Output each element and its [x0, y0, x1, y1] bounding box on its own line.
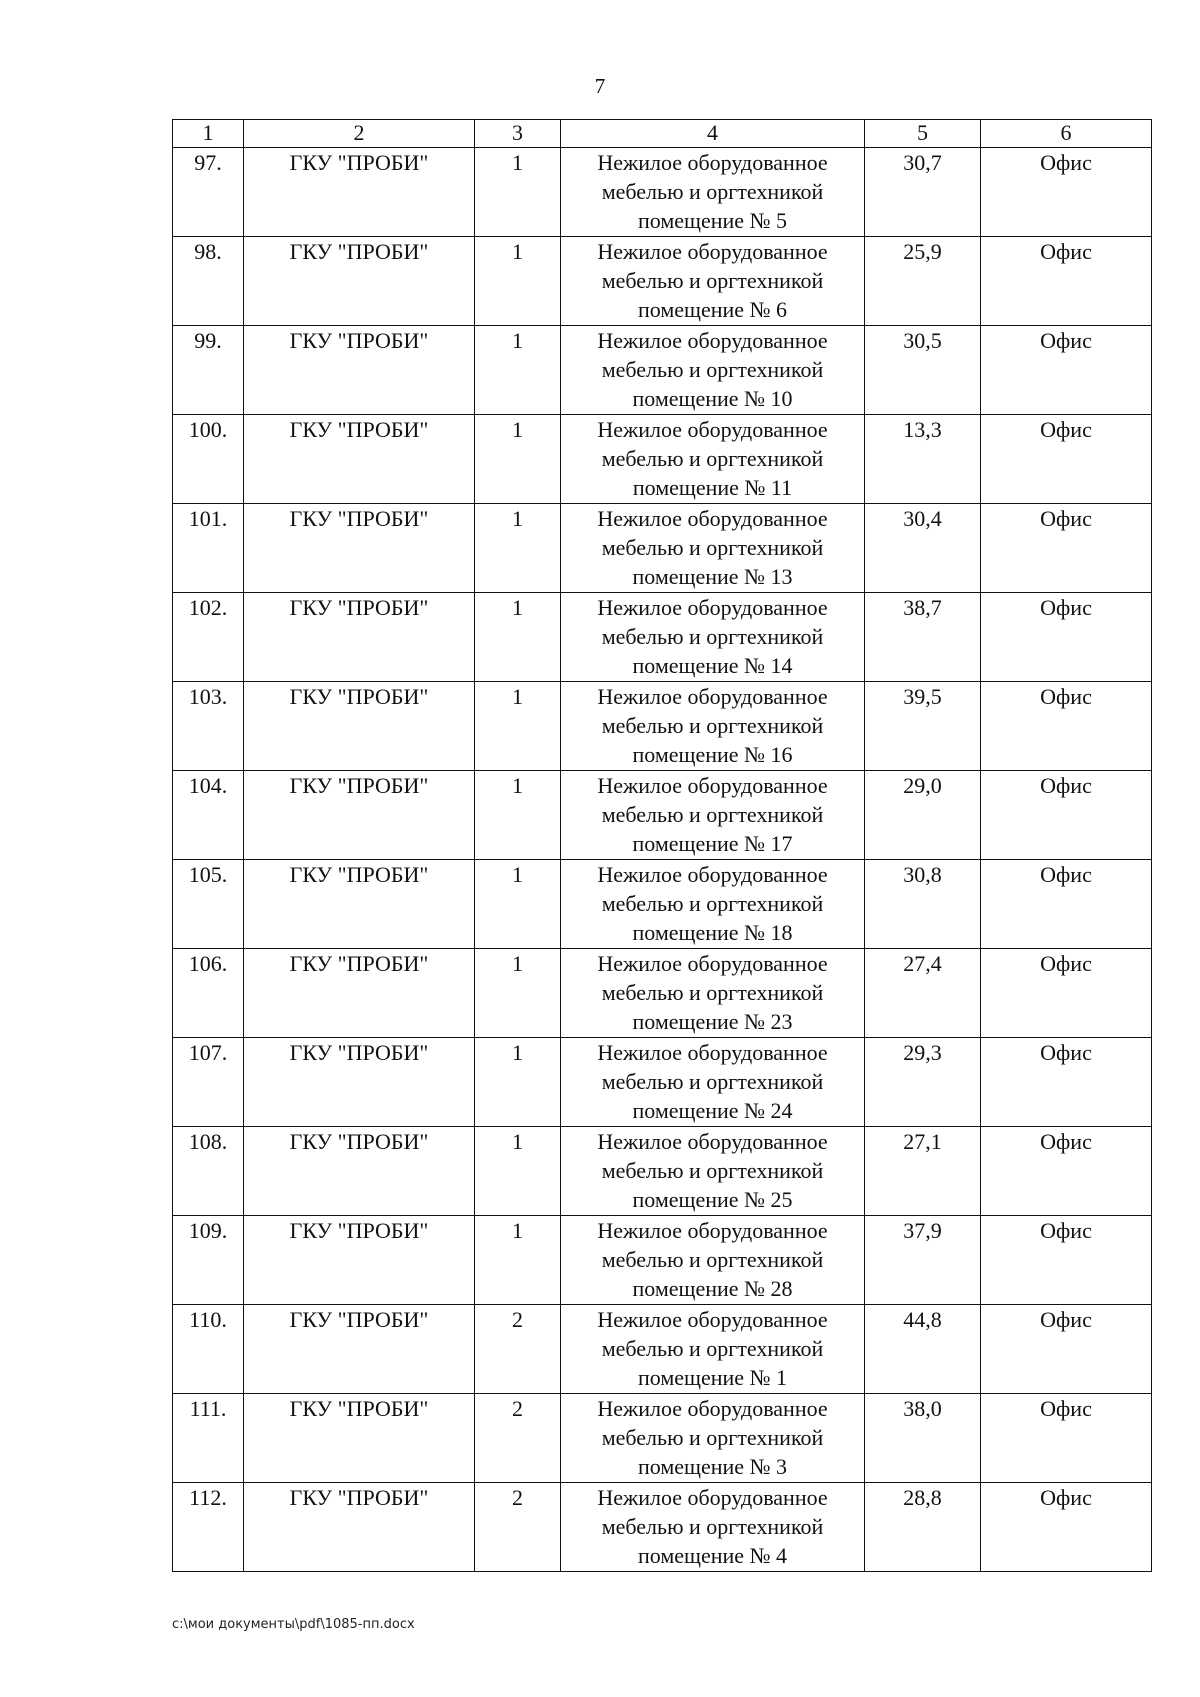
row-number-cell: 104. — [173, 771, 244, 860]
table-row — [173, 771, 1152, 860]
table-row — [173, 415, 1152, 504]
floor-cell: 1 — [475, 949, 561, 1038]
organization-cell: ГКУ "ПРОБИ" — [244, 949, 475, 1038]
description-line: мебелью и оргтехникой — [601, 535, 824, 560]
area-cell: 28,8 — [865, 1483, 981, 1572]
table-row — [173, 593, 1152, 682]
row-number-cell: 108. — [173, 1127, 244, 1216]
table-row — [173, 860, 1152, 949]
usage-cell: Офис — [981, 1127, 1152, 1216]
table-row — [173, 504, 1152, 593]
table-row — [173, 237, 1152, 326]
column-number-cell: 2 — [244, 120, 475, 148]
row-number-cell: 97. — [173, 148, 244, 237]
description-line: мебелью и оргтехникой — [601, 1158, 824, 1183]
usage-cell: Офис — [981, 860, 1152, 949]
area-cell: 25,9 — [865, 237, 981, 326]
description-line: Нежилое оборудованное — [597, 1218, 828, 1243]
organization-cell: ГКУ "ПРОБИ" — [244, 148, 475, 237]
organization-cell: ГКУ "ПРОБИ" — [244, 415, 475, 504]
description-line: мебелью и оргтехникой — [601, 1514, 824, 1539]
description-line: помещение № 11 — [632, 475, 793, 500]
table-row — [173, 1038, 1152, 1127]
description-cell — [561, 415, 865, 504]
page-number: 7 — [594, 74, 606, 98]
description-line: помещение № 10 — [632, 386, 793, 411]
footer-file-path: c:\мои документы\pdf\1085-пп.docx — [172, 1617, 415, 1632]
description-cell — [561, 771, 865, 860]
row-number-cell: 98. — [173, 237, 244, 326]
row-number-cell: 111. — [173, 1394, 244, 1483]
column-number-cell: 5 — [865, 120, 981, 148]
row-number-cell: 102. — [173, 593, 244, 682]
row-number-cell: 105. — [173, 860, 244, 949]
area-cell: 30,7 — [865, 148, 981, 237]
area-cell: 30,8 — [865, 860, 981, 949]
organization-cell: ГКУ "ПРОБИ" — [244, 237, 475, 326]
row-number-cell: 109. — [173, 1216, 244, 1305]
description-line: Нежилое оборудованное — [597, 417, 828, 442]
row-number-cell: 101. — [173, 504, 244, 593]
description-line: помещение № 5 — [637, 208, 788, 233]
description-line: помещение № 28 — [632, 1276, 793, 1301]
floor-cell: 1 — [475, 1216, 561, 1305]
usage-cell: Офис — [981, 148, 1152, 237]
organization-cell: ГКУ "ПРОБИ" — [244, 504, 475, 593]
area-cell: 38,0 — [865, 1394, 981, 1483]
table-row — [173, 1305, 1152, 1394]
description-line: помещение № 18 — [632, 920, 793, 945]
usage-cell: Офис — [981, 1483, 1152, 1572]
description-line: помещение № 23 — [632, 1009, 793, 1034]
floor-cell: 1 — [475, 682, 561, 771]
organization-cell: ГКУ "ПРОБИ" — [244, 682, 475, 771]
description-cell — [561, 504, 865, 593]
table-row — [173, 148, 1152, 237]
description-line: помещение № 1 — [637, 1365, 788, 1390]
column-number-cell: 3 — [475, 120, 561, 148]
description-line: помещение № 24 — [632, 1098, 793, 1123]
area-cell: 44,8 — [865, 1305, 981, 1394]
area-cell: 29,0 — [865, 771, 981, 860]
row-number-cell: 107. — [173, 1038, 244, 1127]
description-line: мебелью и оргтехникой — [601, 268, 824, 293]
floor-cell: 1 — [475, 326, 561, 415]
description-line: помещение № 25 — [632, 1187, 793, 1212]
row-number-cell: 103. — [173, 682, 244, 771]
usage-cell: Офис — [981, 1216, 1152, 1305]
usage-cell: Офис — [981, 682, 1152, 771]
area-cell: 38,7 — [865, 593, 981, 682]
description-cell — [561, 148, 865, 237]
description-line: Нежилое оборудованное — [597, 1307, 828, 1332]
row-number-cell: 106. — [173, 949, 244, 1038]
table-row — [173, 1127, 1152, 1216]
description-line: Нежилое оборудованное — [597, 951, 828, 976]
description-line: Нежилое оборудованное — [597, 862, 828, 887]
row-number-cell: 99. — [173, 326, 244, 415]
description-line: мебелью и оргтехникой — [601, 1247, 824, 1272]
area-cell: 30,4 — [865, 504, 981, 593]
description-line: мебелью и оргтехникой — [601, 357, 824, 382]
organization-cell: ГКУ "ПРОБИ" — [244, 326, 475, 415]
description-cell — [561, 237, 865, 326]
description-cell — [561, 593, 865, 682]
usage-cell: Офис — [981, 1305, 1152, 1394]
area-cell: 27,1 — [865, 1127, 981, 1216]
area-cell: 39,5 — [865, 682, 981, 771]
description-line: Нежилое оборудованное — [597, 150, 828, 175]
description-cell — [561, 1483, 865, 1572]
column-number-cell: 4 — [561, 120, 865, 148]
description-line: Нежилое оборудованное — [597, 684, 828, 709]
table-row — [173, 1216, 1152, 1305]
organization-cell: ГКУ "ПРОБИ" — [244, 1127, 475, 1216]
area-cell: 37,9 — [865, 1216, 981, 1305]
organization-cell: ГКУ "ПРОБИ" — [244, 771, 475, 860]
description-line: Нежилое оборудованное — [597, 1396, 828, 1421]
description-cell — [561, 1038, 865, 1127]
area-cell: 29,3 — [865, 1038, 981, 1127]
table-row — [173, 682, 1152, 771]
description-line: Нежилое оборудованное — [597, 1485, 828, 1510]
description-line: помещение № 14 — [632, 653, 793, 678]
table-row — [173, 1483, 1152, 1572]
floor-cell: 2 — [475, 1483, 561, 1572]
description-line: Нежилое оборудованное — [597, 1129, 828, 1154]
description-line: мебелью и оргтехникой — [601, 446, 824, 471]
description-line: мебелью и оргтехникой — [601, 624, 824, 649]
description-line: помещение № 4 — [637, 1543, 788, 1568]
description-cell — [561, 949, 865, 1038]
description-line: мебелью и оргтехникой — [601, 980, 824, 1005]
floor-cell: 2 — [475, 1305, 561, 1394]
organization-cell: ГКУ "ПРОБИ" — [244, 1483, 475, 1572]
table-row — [173, 326, 1152, 415]
floor-cell: 1 — [475, 593, 561, 682]
table-row — [173, 1394, 1152, 1483]
area-cell: 13,3 — [865, 415, 981, 504]
area-cell: 30,5 — [865, 326, 981, 415]
organization-cell: ГКУ "ПРОБИ" — [244, 1216, 475, 1305]
usage-cell: Офис — [981, 415, 1152, 504]
description-line: Нежилое оборудованное — [597, 328, 828, 353]
premises-table — [172, 119, 1152, 1572]
description-line: Нежилое оборудованное — [597, 1040, 828, 1065]
floor-cell: 1 — [475, 860, 561, 949]
usage-cell: Офис — [981, 504, 1152, 593]
description-line: Нежилое оборудованное — [597, 239, 828, 264]
description-line: мебелью и оргтехникой — [601, 1425, 824, 1450]
description-line: Нежилое оборудованное — [597, 773, 828, 798]
description-line: мебелью и оргтехникой — [601, 802, 824, 827]
description-line: помещение № 16 — [632, 742, 793, 767]
organization-cell: ГКУ "ПРОБИ" — [244, 1394, 475, 1483]
description-line: мебелью и оргтехникой — [601, 1336, 824, 1361]
description-cell — [561, 1305, 865, 1394]
row-number-cell: 112. — [173, 1483, 244, 1572]
column-number-row — [173, 120, 1152, 148]
description-line: помещение № 13 — [632, 564, 793, 589]
floor-cell: 1 — [475, 148, 561, 237]
description-cell — [561, 1127, 865, 1216]
description-cell — [561, 860, 865, 949]
organization-cell: ГКУ "ПРОБИ" — [244, 1305, 475, 1394]
usage-cell: Офис — [981, 593, 1152, 682]
usage-cell: Офис — [981, 949, 1152, 1038]
description-line: мебелью и оргтехникой — [601, 1069, 824, 1094]
floor-cell: 1 — [475, 1127, 561, 1216]
row-number-cell: 100. — [173, 415, 244, 504]
description-line: Нежилое оборудованное — [597, 506, 828, 531]
description-line: мебелью и оргтехникой — [601, 891, 824, 916]
floor-cell: 1 — [475, 237, 561, 326]
row-number-cell: 110. — [173, 1305, 244, 1394]
usage-cell: Офис — [981, 771, 1152, 860]
usage-cell: Офис — [981, 1394, 1152, 1483]
description-cell — [561, 682, 865, 771]
description-line: помещение № 17 — [632, 831, 793, 856]
description-line: Нежилое оборудованное — [597, 595, 828, 620]
organization-cell: ГКУ "ПРОБИ" — [244, 1038, 475, 1127]
usage-cell: Офис — [981, 237, 1152, 326]
description-line: мебелью и оргтехникой — [601, 713, 824, 738]
organization-cell: ГКУ "ПРОБИ" — [244, 860, 475, 949]
organization-cell: ГКУ "ПРОБИ" — [244, 593, 475, 682]
description-line: помещение № 6 — [637, 297, 788, 322]
table-body — [173, 120, 1152, 1572]
area-cell: 27,4 — [865, 949, 981, 1038]
column-number-cell: 1 — [173, 120, 244, 148]
floor-cell: 1 — [475, 1038, 561, 1127]
column-number-cell: 6 — [981, 120, 1152, 148]
description-line: помещение № 3 — [637, 1454, 788, 1479]
floor-cell: 1 — [475, 771, 561, 860]
usage-cell: Офис — [981, 326, 1152, 415]
floor-cell: 1 — [475, 415, 561, 504]
table-row — [173, 949, 1152, 1038]
description-cell — [561, 326, 865, 415]
description-cell — [561, 1216, 865, 1305]
floor-cell: 2 — [475, 1394, 561, 1483]
usage-cell: Офис — [981, 1038, 1152, 1127]
description-line: мебелью и оргтехникой — [601, 179, 824, 204]
floor-cell: 1 — [475, 504, 561, 593]
description-cell — [561, 1394, 865, 1483]
